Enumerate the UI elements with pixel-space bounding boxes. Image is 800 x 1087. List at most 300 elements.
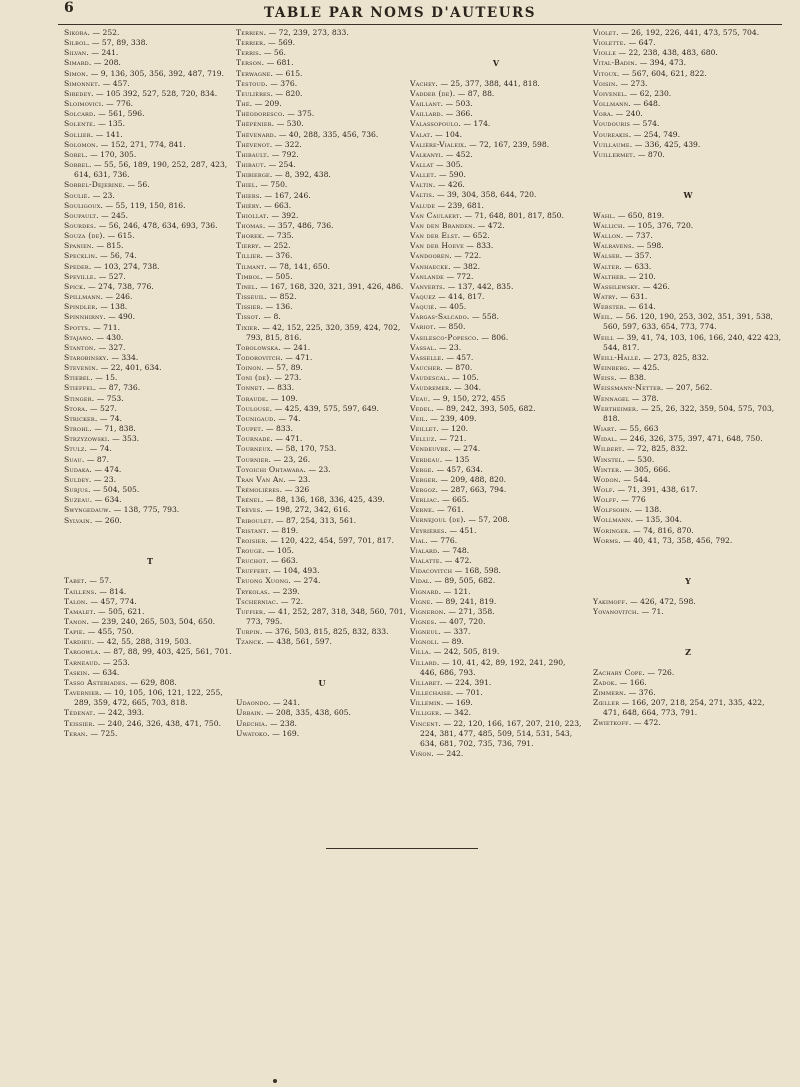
page-references: — 438, 561, 597. bbox=[263, 637, 332, 647]
author-entry bbox=[410, 150, 582, 160]
author-name: Vanhaecke. bbox=[410, 261, 451, 271]
author-name: Simon. bbox=[64, 68, 89, 78]
author-name: Walter. bbox=[593, 261, 622, 271]
page-references: — 71, 391, 438, 617. bbox=[615, 484, 698, 494]
author-entry bbox=[410, 170, 582, 180]
author-entry bbox=[236, 292, 408, 302]
section-gap bbox=[64, 526, 236, 556]
author-entry bbox=[64, 495, 236, 505]
author-entry bbox=[64, 241, 236, 251]
author-name: Spotts. bbox=[64, 322, 91, 332]
page-references: — 870. bbox=[635, 149, 665, 159]
author-name: Veyrières. bbox=[410, 525, 448, 535]
author-entry bbox=[410, 505, 582, 515]
section-gap bbox=[593, 546, 783, 576]
author-entry bbox=[593, 28, 783, 38]
author-name: Weill-Hallé. bbox=[593, 352, 641, 362]
page-references: — 273. bbox=[618, 78, 648, 88]
author-name: Tillier. bbox=[236, 251, 264, 261]
author-entry bbox=[236, 729, 408, 739]
page-references: — 721. bbox=[437, 434, 467, 444]
page-references: — 271, 358. bbox=[445, 606, 495, 616]
author-entry bbox=[410, 343, 582, 353]
author-entry bbox=[64, 58, 236, 68]
author-entry bbox=[236, 251, 408, 261]
author-name: Worms. bbox=[593, 535, 621, 545]
author-entry bbox=[410, 566, 582, 576]
page-references: — 833. bbox=[463, 241, 494, 251]
author-entry bbox=[64, 251, 236, 261]
page-references: — 208, 335, 438, 605. bbox=[263, 708, 351, 718]
section-gap bbox=[236, 648, 408, 678]
page-references: — 72, 239, 273, 833. bbox=[266, 28, 349, 37]
author-name: Targowla. bbox=[64, 647, 101, 657]
author-entry bbox=[64, 587, 236, 597]
author-name: Théodoresco. bbox=[236, 109, 285, 119]
author-entry bbox=[593, 119, 783, 129]
page-references: — 169. bbox=[443, 698, 473, 708]
page-references: — 252. bbox=[261, 241, 291, 251]
author-entry bbox=[64, 434, 236, 444]
page-references: — 168, 598. bbox=[452, 566, 501, 576]
page-references: — 74. bbox=[87, 444, 112, 454]
author-name: Sudaka. bbox=[64, 464, 92, 474]
page-references: — 138. bbox=[632, 505, 662, 515]
author-entry bbox=[593, 89, 783, 99]
author-name: Tilmant. bbox=[236, 261, 267, 271]
page-references: — 15. bbox=[92, 373, 118, 383]
author-entry bbox=[236, 150, 408, 160]
author-name: Valat. bbox=[410, 129, 433, 139]
author-entry bbox=[236, 444, 408, 454]
author-entry bbox=[593, 444, 783, 454]
author-entry bbox=[64, 28, 236, 38]
page-references: — 25, 26, 322, 359, 504, 575, 703, 818. bbox=[603, 403, 775, 423]
page-references: — 242, 393. bbox=[95, 708, 145, 718]
page-references: — 169. bbox=[269, 728, 300, 738]
author-entry bbox=[236, 505, 408, 515]
author-name: Sorrel. bbox=[64, 160, 92, 170]
page-references: — 334. bbox=[108, 353, 139, 362]
author-name: Wiart. bbox=[593, 424, 618, 434]
page-references: — 105. bbox=[264, 545, 294, 555]
page-references: — 357, 486, 736. bbox=[265, 220, 334, 230]
author-name: Van Caulaert. bbox=[410, 210, 463, 220]
author-entry bbox=[410, 617, 582, 627]
author-entry bbox=[236, 282, 408, 292]
author-name: Toraude. bbox=[236, 393, 269, 403]
author-entry bbox=[593, 130, 783, 140]
page-references: — 74, 816, 870. bbox=[630, 525, 694, 535]
page-references: — 42, 152, 225, 320, 359, 424, 702, 793, 815, 816. bbox=[246, 322, 401, 342]
author-name: Toulouse. bbox=[236, 403, 273, 413]
author-name: Verne. bbox=[410, 505, 435, 515]
author-name: Wolfsohn. bbox=[593, 505, 633, 515]
page-references: — 776 bbox=[618, 495, 646, 505]
author-entry bbox=[64, 708, 236, 718]
page-references: — 647. bbox=[626, 38, 656, 48]
author-name: Speville. bbox=[64, 271, 97, 281]
author-entry bbox=[593, 231, 783, 241]
author-name: Vadder (de). bbox=[410, 88, 456, 98]
author-name: Villa. bbox=[410, 647, 432, 657]
page-references: — 89, 505, 682. bbox=[432, 576, 496, 586]
author-entry bbox=[64, 201, 236, 211]
page-references: — 246. bbox=[103, 292, 133, 302]
author-entry bbox=[64, 363, 236, 373]
author-entry bbox=[410, 333, 582, 343]
author-entry bbox=[64, 617, 236, 627]
page-references: — 567, 604, 621, 822. bbox=[619, 68, 707, 78]
author-name: Vora. bbox=[593, 109, 614, 119]
author-entry bbox=[593, 150, 783, 160]
author-entry bbox=[593, 69, 783, 79]
author-entry bbox=[236, 119, 408, 129]
author-entry bbox=[410, 698, 582, 708]
author-name: Thibaut. bbox=[236, 160, 267, 170]
author-entry bbox=[410, 465, 582, 475]
author-entry bbox=[593, 79, 783, 89]
author-entry bbox=[410, 221, 582, 231]
author-entry bbox=[410, 292, 582, 302]
author-name: Viñon. bbox=[410, 749, 434, 759]
author-name: Valtis. bbox=[410, 190, 435, 200]
author-entry bbox=[410, 658, 582, 678]
author-name: Vaquez bbox=[410, 292, 436, 302]
page-references: — 58, 170, 753. bbox=[273, 444, 337, 454]
author-name: Vial. bbox=[410, 535, 428, 545]
author-name: Voudouris bbox=[593, 119, 631, 129]
author-name: Turpin. bbox=[236, 627, 263, 637]
author-name: Zimmern. bbox=[593, 688, 627, 698]
author-name: Stricker. bbox=[64, 413, 98, 423]
page-references: — 23. bbox=[285, 474, 311, 484]
author-entry bbox=[64, 180, 236, 190]
author-name: Yovanovitch. bbox=[593, 606, 640, 616]
page-references: — 72, 167, 239, 598. bbox=[466, 139, 550, 149]
author-entry bbox=[410, 109, 582, 119]
page-references: — 105, 376, 720. bbox=[625, 220, 694, 230]
author-name: Van der Hoeve bbox=[410, 241, 464, 251]
author-name: Valude bbox=[410, 200, 436, 210]
page-references: — 167, 168, 320, 321, 391, 426, 486. bbox=[258, 281, 404, 291]
page-references: — 569. bbox=[265, 38, 295, 48]
author-name: Tonnet. bbox=[236, 383, 265, 393]
author-entry bbox=[64, 140, 236, 150]
page-references: — 136. bbox=[263, 302, 293, 312]
author-name: Tanon. bbox=[64, 617, 90, 627]
author-name: Thiéry. bbox=[236, 200, 262, 210]
page-references: — 615. bbox=[105, 231, 135, 241]
author-entry bbox=[593, 465, 783, 475]
author-name: Teran. bbox=[64, 728, 89, 738]
author-name: Wassilewsky. bbox=[593, 281, 641, 291]
page-references: — 253. bbox=[100, 657, 130, 667]
page-references: — 241. bbox=[280, 342, 311, 352]
page-references: — 326 bbox=[282, 485, 310, 495]
author-entry bbox=[236, 201, 408, 211]
author-name: Suzeau. bbox=[64, 495, 93, 505]
author-entry bbox=[236, 414, 408, 424]
page-references: — 305, 666. bbox=[621, 464, 671, 474]
author-entry bbox=[593, 251, 783, 261]
author-name: Villemin. bbox=[410, 698, 444, 708]
page-references: — 239, 409. bbox=[427, 413, 477, 423]
author-entry bbox=[64, 647, 236, 657]
page-references: — 457. bbox=[100, 78, 130, 88]
page-references: — 648. bbox=[630, 99, 661, 109]
page-references: — 652. bbox=[460, 231, 490, 241]
author-entry bbox=[236, 28, 408, 38]
author-name: Uwatoko. bbox=[236, 728, 270, 738]
page-references: — 455, 750. bbox=[85, 627, 134, 637]
author-entry bbox=[410, 241, 582, 251]
author-name: Vedel. bbox=[410, 403, 434, 413]
author-name: Zachary Cope. bbox=[593, 667, 645, 677]
author-name: Tisseuil. bbox=[236, 292, 268, 302]
author-entry bbox=[64, 373, 236, 383]
page-references: — 425, 439, 575, 597, 649. bbox=[272, 403, 379, 413]
author-name: Solomon. bbox=[64, 139, 99, 149]
author-entry bbox=[64, 658, 236, 668]
author-name: Thiel. bbox=[236, 180, 258, 190]
page-references: — 41, 252, 287, 318, 348, 560, 701, 773, 795. bbox=[246, 606, 407, 627]
section-letter: T bbox=[147, 556, 153, 567]
page-references: — 472. bbox=[631, 718, 661, 728]
author-name: Weiss. bbox=[593, 373, 617, 383]
page-references: — 239, 681. bbox=[435, 200, 484, 210]
page-references: — 614. bbox=[626, 302, 656, 312]
author-name: Tourneux. bbox=[236, 444, 274, 454]
author-entry bbox=[64, 211, 236, 221]
author-name: Vallet. bbox=[410, 170, 437, 180]
index-column-4 bbox=[593, 28, 783, 729]
author-name: Terris. bbox=[236, 48, 262, 58]
author-name: Simonnet. bbox=[64, 78, 101, 88]
page-references: — 71, 648, 801, 817, 850. bbox=[462, 210, 564, 220]
author-entry bbox=[593, 404, 783, 424]
author-name: Stanton. bbox=[64, 342, 97, 352]
author-name: Toupet. bbox=[236, 424, 264, 434]
index-column-3 bbox=[410, 28, 582, 759]
page-references: — 8. bbox=[261, 312, 281, 322]
author-entry bbox=[236, 79, 408, 89]
page-references: — 287, 663, 794. bbox=[438, 484, 507, 494]
author-name: Tarneaud. bbox=[64, 657, 101, 667]
author-entry bbox=[410, 282, 582, 292]
author-entry bbox=[236, 495, 408, 505]
author-name: Spillmann. bbox=[64, 292, 104, 302]
page-references: — 761. bbox=[434, 505, 464, 515]
section-gap bbox=[593, 201, 783, 211]
author-name: Zadok. bbox=[593, 677, 618, 687]
author-entry bbox=[593, 526, 783, 536]
author-entry bbox=[593, 221, 783, 231]
author-entry bbox=[410, 688, 582, 698]
page-references: — 376. bbox=[267, 78, 298, 88]
author-name: Vaillard. bbox=[410, 109, 444, 119]
author-entry bbox=[236, 556, 408, 566]
author-entry bbox=[410, 434, 582, 444]
author-entry bbox=[236, 262, 408, 272]
page-references: — 814. bbox=[96, 586, 127, 596]
author-entry bbox=[64, 333, 236, 343]
author-entry bbox=[236, 627, 408, 637]
author-entry bbox=[64, 119, 236, 129]
author-entry bbox=[593, 383, 783, 393]
page-references: — 120. bbox=[438, 424, 469, 434]
author-name: Surjus. bbox=[64, 485, 91, 495]
author-entry bbox=[64, 150, 236, 160]
page-references: — 776. bbox=[427, 535, 458, 545]
page-references: — 39, 41, 74, 103, 106, 166, 240, 422 423, 544, 817. bbox=[603, 332, 782, 352]
page-references: — 722. bbox=[451, 251, 482, 261]
page-references: — 634. bbox=[92, 495, 122, 505]
page-references: — 78, 141, 650. bbox=[266, 261, 330, 271]
page-references: — 425. bbox=[630, 363, 660, 373]
author-entry bbox=[593, 597, 783, 607]
author-name: Vanlande bbox=[410, 271, 445, 281]
author-name: Suau. bbox=[64, 454, 85, 464]
author-entry bbox=[236, 587, 408, 597]
author-entry bbox=[64, 485, 236, 495]
page-references: — 598. bbox=[634, 241, 664, 251]
author-entry bbox=[593, 353, 783, 363]
page-references: — 105. bbox=[449, 373, 479, 383]
author-entry bbox=[593, 272, 783, 282]
author-name: Violle bbox=[593, 48, 617, 58]
page-references: — 474. bbox=[92, 464, 122, 474]
page-references: — 701. bbox=[453, 688, 483, 698]
author-name: Veau. bbox=[410, 393, 431, 403]
author-name: Trykolas. bbox=[236, 586, 271, 596]
author-entry bbox=[64, 455, 236, 465]
author-name: Solcard. bbox=[64, 109, 96, 119]
author-name: Winstel. bbox=[593, 454, 625, 464]
page-references: — 22, 401, 634. bbox=[98, 363, 162, 373]
author-entry bbox=[593, 678, 783, 688]
author-name: Walser. bbox=[593, 251, 623, 261]
author-entry bbox=[64, 607, 236, 617]
page-references: — 357. bbox=[622, 251, 652, 261]
author-name: Vaudescal. bbox=[410, 373, 450, 383]
page-references: — 530. bbox=[274, 119, 304, 129]
author-entry bbox=[64, 292, 236, 302]
page-number: 6 bbox=[64, 0, 74, 16]
author-name: Testoud. bbox=[236, 78, 268, 88]
section-letter: Y bbox=[685, 576, 691, 587]
section-gap bbox=[593, 160, 783, 190]
author-name: Sloimovici. bbox=[64, 99, 104, 109]
author-entry bbox=[410, 444, 582, 454]
author-entry bbox=[236, 383, 408, 393]
page-references: — 503. bbox=[443, 99, 473, 109]
author-entry bbox=[410, 79, 582, 89]
author-entry bbox=[64, 99, 236, 109]
author-name: Tran Van An. bbox=[236, 474, 286, 484]
author-name: Vargas-Salcado. bbox=[410, 312, 470, 322]
author-name: Tamalet. bbox=[64, 606, 96, 616]
author-entry bbox=[410, 373, 582, 383]
author-entry bbox=[64, 160, 236, 180]
author-name: Sorel. bbox=[64, 149, 88, 159]
page-references: — 634. bbox=[90, 667, 120, 677]
page-references: — 615. bbox=[273, 68, 303, 78]
page-references: — 240. bbox=[613, 109, 643, 119]
author-name: Van den Branden. bbox=[410, 220, 476, 230]
author-entry bbox=[64, 576, 236, 586]
author-name: Vignoli. bbox=[410, 637, 440, 647]
author-name: Urbain. bbox=[236, 708, 264, 718]
page-references: — 71. bbox=[639, 606, 664, 616]
author-name: Verdeau. bbox=[410, 454, 443, 464]
author-name: Troisier. bbox=[236, 535, 268, 545]
author-name: Stulz. bbox=[64, 444, 88, 454]
end-rule bbox=[326, 848, 478, 849]
author-name: Verger. bbox=[410, 474, 439, 484]
author-entry bbox=[236, 708, 408, 718]
page-references: — 55, 119, 150, 816. bbox=[103, 200, 186, 210]
page-references: — 56. 120, 190, 253, 302, 351, 391, 538, 560, 597, 633, 654, 773, 774. bbox=[603, 312, 773, 332]
page-references: — 753. bbox=[94, 393, 124, 403]
author-entry bbox=[410, 455, 582, 465]
page-references: — 472. bbox=[475, 220, 505, 230]
author-name: Yakimoff. bbox=[593, 596, 628, 606]
author-name: Voivenel. bbox=[593, 88, 628, 98]
page-references: — 241. bbox=[270, 698, 300, 708]
author-entry bbox=[236, 160, 408, 170]
author-name: Weil. bbox=[593, 312, 614, 322]
author-name: Vasselle. bbox=[410, 352, 445, 362]
author-name: Talon. bbox=[64, 596, 89, 606]
author-name: Violet. bbox=[593, 28, 619, 37]
author-name: Tierry. bbox=[236, 241, 262, 251]
page-references: — 138. bbox=[97, 302, 128, 312]
author-name: Vigneul. bbox=[410, 627, 442, 637]
author-entry bbox=[410, 708, 582, 718]
author-name: Variot. bbox=[410, 322, 437, 332]
page-references: — 426. bbox=[435, 180, 465, 190]
author-entry bbox=[236, 353, 408, 363]
page-references: — 451. bbox=[447, 525, 477, 535]
author-name: Tavernier. bbox=[64, 688, 102, 698]
author-name: Vachey. bbox=[410, 78, 439, 88]
page-references: — 471. bbox=[273, 434, 303, 444]
page-references: — 89. bbox=[439, 637, 464, 647]
author-entry bbox=[593, 302, 783, 312]
page-references: — 166. bbox=[617, 677, 647, 687]
author-entry bbox=[64, 719, 236, 729]
author-entry bbox=[593, 505, 783, 515]
page-references: — 414, 817. bbox=[435, 292, 485, 302]
page-references: — 472. bbox=[442, 556, 472, 566]
page-references: — 135. bbox=[95, 119, 125, 129]
author-entry bbox=[593, 241, 783, 251]
author-entry bbox=[236, 231, 408, 241]
author-name: Taillens. bbox=[64, 586, 97, 596]
author-entry bbox=[236, 302, 408, 312]
author-name: Specklin. bbox=[64, 251, 98, 261]
author-name: Widal. bbox=[593, 434, 618, 444]
page-references: — 633. bbox=[621, 261, 652, 271]
page-references: — 663. bbox=[268, 556, 299, 566]
index-column-1 bbox=[64, 28, 236, 739]
page-references: — 820. bbox=[273, 88, 303, 98]
page-references: — 207, 562. bbox=[663, 383, 713, 393]
page-references: — 56, 246, 478, 634, 693, 736. bbox=[96, 220, 218, 230]
author-entry bbox=[410, 637, 582, 647]
author-entry bbox=[64, 191, 236, 201]
